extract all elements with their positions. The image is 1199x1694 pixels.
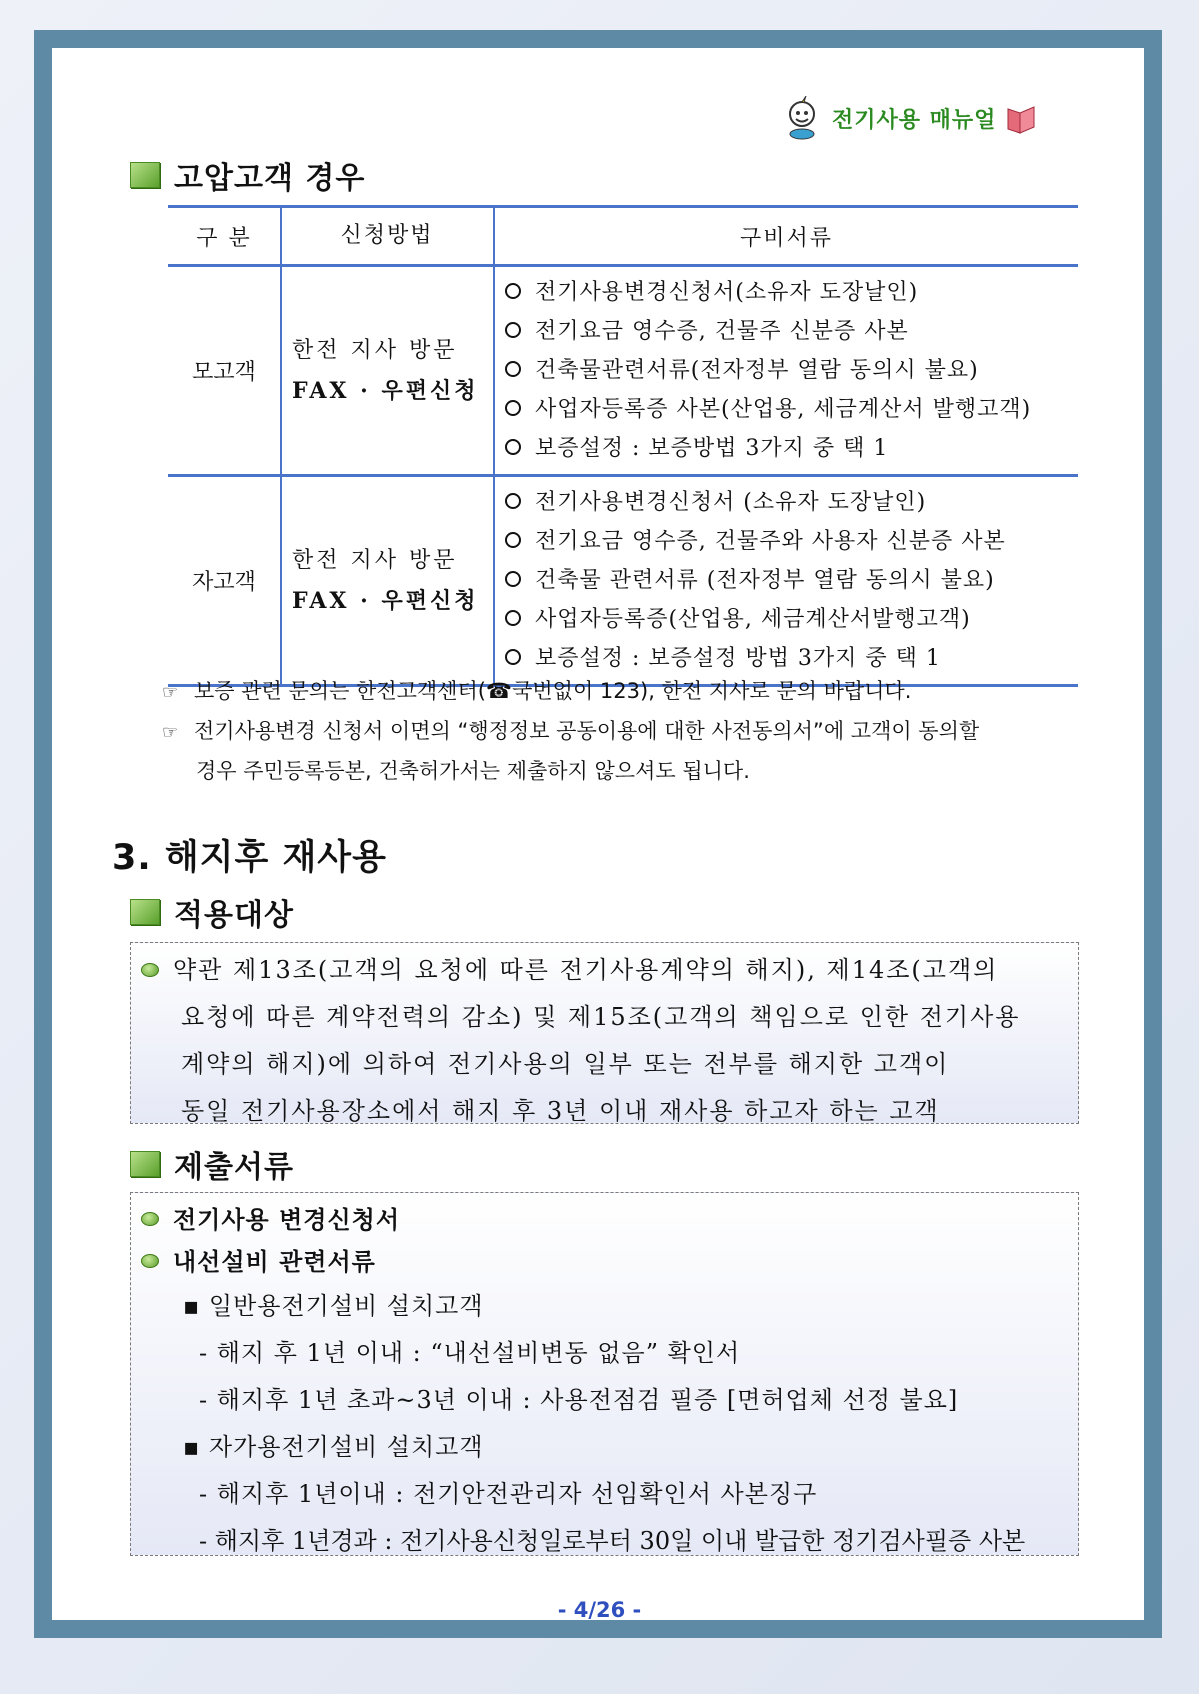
general-facility-label: ▪ 일반용전기설비 설치고객	[183, 1292, 484, 1320]
method-fax: FAX · 우편신청	[292, 587, 479, 614]
self-facility-line: - 해지후 1년경과 : 전기사용신청일로부터 30일 이내 발급한 정기검사필증 사본	[199, 1527, 1026, 1555]
list-item: 보증설정 : 보증방법 3가지 중 택 1	[505, 429, 1068, 468]
target-text	[131, 943, 1078, 1135]
circle-bullet-icon	[505, 439, 521, 455]
target-line: 요청에 따른 계약전력의 감소) 및 제15조(고객의 책임으로 인한 전기사용	[181, 1003, 1021, 1031]
green-bullet-icon	[141, 1212, 159, 1226]
manual-title: 전기사용 매뉴얼	[832, 107, 997, 133]
docs-box	[130, 1192, 1079, 1556]
target-box	[130, 942, 1079, 1124]
method-visit: 한전 지사 방문	[292, 337, 458, 363]
green-bullet-icon	[141, 963, 159, 977]
circle-bullet-icon	[505, 649, 521, 665]
list-item: 사업자등록증(산업용, 세금계산서발행고객)	[505, 600, 1068, 639]
list-item: 건축물 관련서류 (전자정부 열람 동의시 불요)	[505, 561, 1068, 600]
general-facility-line: - 해지 후 1년 이내 : “내선설비변동 없음” 확인서	[199, 1339, 741, 1367]
list-item: 전기요금 영수증, 건물주와 사용자 신분증 사본	[505, 522, 1068, 561]
green-square-icon	[130, 899, 160, 925]
green-square-icon	[130, 162, 160, 188]
circle-bullet-icon	[505, 400, 521, 416]
circle-bullet-icon	[505, 610, 521, 626]
section-high-voltage-heading	[130, 153, 365, 197]
section-docs-title: 제출서류	[174, 1150, 294, 1185]
row-method	[281, 266, 494, 476]
section-target-title: 적용대상	[174, 898, 294, 933]
self-facility-line: - 해지후 1년이내 : 전기안전관리자 선임확인서 사본징구	[199, 1480, 818, 1508]
docs-item-change-application: 전기사용 변경신청서	[141, 1199, 1078, 1241]
self-facility-label: ▪ 자가용전기설비 설치고객	[183, 1433, 484, 1461]
circle-bullet-icon	[505, 532, 521, 548]
page-number: - 4/26 -	[557, 1598, 642, 1622]
list-item: 전기요금 영수증, 건물주 신분증 사본	[505, 312, 1068, 351]
note-consent-cont: 경우 주민등록등본, 건축허가서는 제출하지 않으셔도 됩니다.	[196, 759, 750, 783]
circle-bullet-icon	[505, 361, 521, 377]
list-item: 전기사용변경신청서 (소유자 도장날인)	[505, 483, 1068, 522]
list-item: 사업자등록증 사본(산업용, 세금계산서 발행고객)	[505, 390, 1068, 429]
table-row	[168, 476, 1078, 686]
list-item: 건축물관련서류(전자정부 열람 동의시 불요)	[505, 351, 1068, 390]
table-header-row	[168, 207, 1078, 266]
row-category: 자고객	[168, 476, 281, 686]
circle-bullet-icon	[505, 493, 521, 509]
target-line: 동일 전기사용장소에서 해지 후 3년 이내 재사용 하고자 하는 고객	[181, 1097, 940, 1125]
section-target-heading	[130, 890, 294, 934]
green-square-icon	[130, 1151, 160, 1177]
pointing-hand-icon: ☞	[162, 682, 179, 703]
note-consent: ☞ 전기사용변경 신청서 이면의 “행정정보 공동이용에 대한 사전동의서”에 고객이 동의할	[162, 712, 1082, 752]
section-docs-heading	[130, 1142, 294, 1186]
row-method	[281, 476, 494, 686]
list-item: 보증설정 : 보증설정 방법 3가지 중 택 1	[505, 639, 1068, 678]
row-documents	[494, 266, 1078, 476]
manual-logo	[780, 95, 1038, 141]
required-documents-table	[168, 205, 1078, 687]
note-guarantee: ☞ 보증 관련 문의는 한전고객센터(☎국번없이 123), 한전 지사로 문의 바랍니다.	[162, 672, 1082, 712]
list-item: 전기사용변경신청서(소유자 도장날인)	[505, 273, 1068, 312]
circle-bullet-icon	[505, 283, 521, 299]
circle-bullet-icon	[505, 571, 521, 587]
pointing-hand-icon: ☞	[162, 722, 179, 743]
row-category: 모고객	[168, 266, 281, 476]
chapter-title: 3. 해지후 재사용	[112, 838, 387, 878]
circle-bullet-icon	[505, 322, 521, 338]
book-icon	[1004, 101, 1038, 135]
mascot-icon	[780, 96, 824, 140]
header-category: 구 분	[168, 207, 281, 266]
notes	[162, 672, 1082, 791]
method-visit: 한전 지사 방문	[292, 547, 458, 573]
row-documents	[494, 476, 1078, 686]
green-bullet-icon	[141, 1254, 159, 1268]
method-fax: FAX · 우편신청	[292, 377, 479, 404]
header-method: 신청방법	[281, 207, 494, 266]
general-facility-line: - 해지후 1년 초과~3년 이내 : 사용전점검 필증 [면허업체 선정 불요]	[199, 1386, 959, 1414]
target-line: 계약의 해지)에 의하여 전기사용의 일부 또는 전부를 해지한 고객이	[181, 1050, 950, 1078]
docs-item-wiring: 내선설비 관련서류	[141, 1241, 1078, 1283]
section-high-voltage-title: 고압고객 경우	[174, 161, 366, 196]
header-documents: 구비서류	[494, 207, 1078, 266]
target-line: 약관 제13조(고객의 요청에 따른 전기사용계약의 해지), 제14조(고객의	[141, 947, 1078, 994]
table-row	[168, 266, 1078, 476]
